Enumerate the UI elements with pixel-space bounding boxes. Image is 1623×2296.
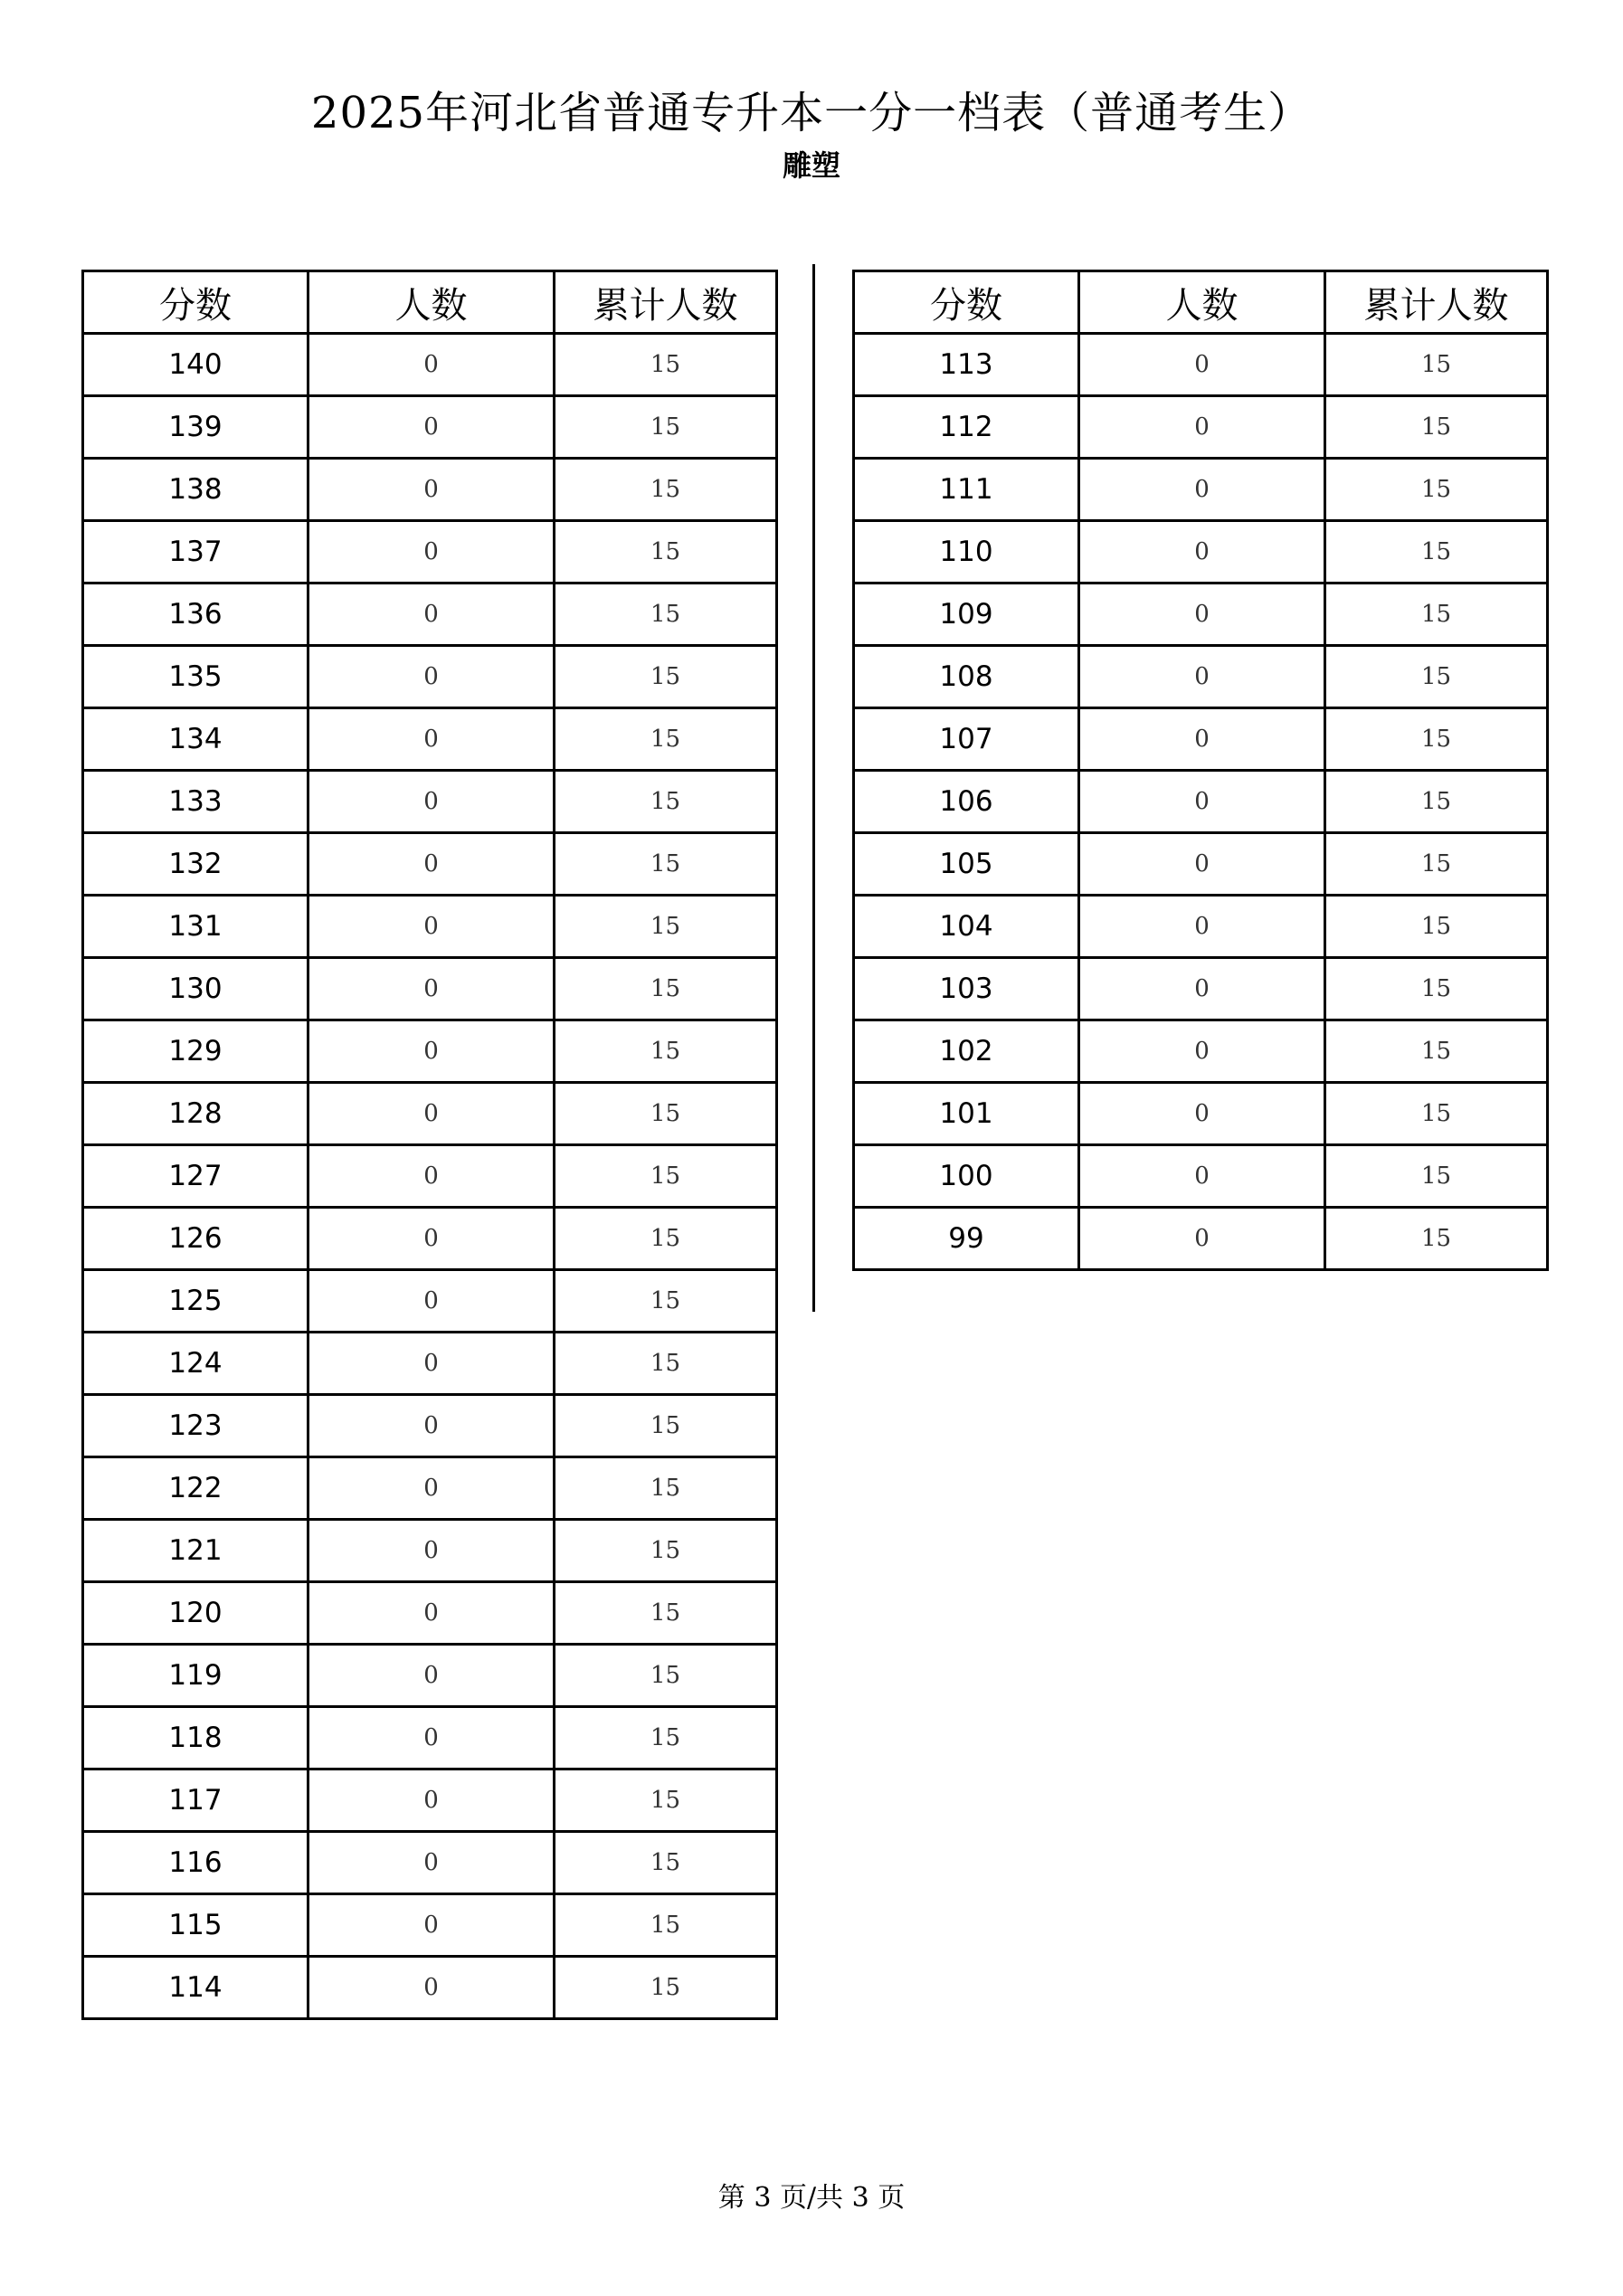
cumulative-cell: 15 xyxy=(1325,708,1548,771)
count-cell: 0 xyxy=(308,1395,555,1457)
header-score: 分数 xyxy=(854,271,1079,334)
count-cell: 0 xyxy=(308,896,555,958)
table-row xyxy=(83,646,777,708)
count-cell: 0 xyxy=(1079,646,1325,708)
score-cell: 100 xyxy=(854,1145,1079,1208)
count-cell: 0 xyxy=(308,1020,555,1083)
score-cell: 117 xyxy=(83,1769,308,1832)
table-row xyxy=(83,1020,777,1083)
cumulative-cell: 15 xyxy=(555,1457,777,1520)
count-cell: 0 xyxy=(308,833,555,896)
count-cell: 0 xyxy=(308,1582,555,1645)
count-cell: 0 xyxy=(1079,896,1325,958)
cumulative-cell: 15 xyxy=(555,833,777,896)
count-cell: 0 xyxy=(308,396,555,459)
score-cell: 126 xyxy=(83,1208,308,1270)
count-cell: 0 xyxy=(1079,1020,1325,1083)
score-cell: 139 xyxy=(83,396,308,459)
table-row xyxy=(83,1582,777,1645)
count-cell: 0 xyxy=(308,1083,555,1145)
cumulative-cell: 15 xyxy=(555,958,777,1020)
cumulative-cell: 15 xyxy=(555,1769,777,1832)
count-cell: 0 xyxy=(308,1457,555,1520)
count-cell: 0 xyxy=(1079,459,1325,521)
cumulative-cell: 15 xyxy=(555,334,777,396)
score-cell: 99 xyxy=(854,1208,1079,1270)
table-row xyxy=(83,459,777,521)
table-row xyxy=(854,1208,1548,1270)
cumulative-cell: 15 xyxy=(555,1582,777,1645)
score-cell: 137 xyxy=(83,521,308,583)
table-header-row xyxy=(854,271,1548,334)
header-score: 分数 xyxy=(83,271,308,334)
table-row xyxy=(83,1520,777,1582)
header-cumulative: 累计人数 xyxy=(1325,271,1548,334)
cumulative-cell: 15 xyxy=(555,521,777,583)
table-row xyxy=(854,396,1548,459)
table-row xyxy=(83,958,777,1020)
cumulative-cell: 15 xyxy=(555,1145,777,1208)
score-cell: 131 xyxy=(83,896,308,958)
score-cell: 136 xyxy=(83,583,308,646)
table-row xyxy=(83,1894,777,1957)
cumulative-cell: 15 xyxy=(555,1083,777,1145)
score-cell: 118 xyxy=(83,1707,308,1769)
score-cell: 115 xyxy=(83,1894,308,1957)
score-cell: 121 xyxy=(83,1520,308,1582)
count-cell: 0 xyxy=(1079,396,1325,459)
score-cell: 132 xyxy=(83,833,308,896)
score-table-left xyxy=(81,270,778,2020)
score-cell: 103 xyxy=(854,958,1079,1020)
cumulative-cell: 15 xyxy=(555,1208,777,1270)
cumulative-cell: 15 xyxy=(1325,1145,1548,1208)
table-row xyxy=(83,334,777,396)
table-row xyxy=(83,1832,777,1894)
table-row xyxy=(83,521,777,583)
cumulative-cell: 15 xyxy=(555,896,777,958)
cumulative-cell: 15 xyxy=(1325,521,1548,583)
score-cell: 102 xyxy=(854,1020,1079,1083)
score-cell: 135 xyxy=(83,646,308,708)
score-cell: 124 xyxy=(83,1333,308,1395)
table-row xyxy=(854,958,1548,1020)
count-cell: 0 xyxy=(308,646,555,708)
score-cell: 138 xyxy=(83,459,308,521)
cumulative-cell: 15 xyxy=(555,771,777,833)
cumulative-cell: 15 xyxy=(555,583,777,646)
table-row xyxy=(854,833,1548,896)
count-cell: 0 xyxy=(1079,958,1325,1020)
cumulative-cell: 15 xyxy=(555,1020,777,1083)
score-cell: 127 xyxy=(83,1145,308,1208)
score-cell: 134 xyxy=(83,708,308,771)
table-row xyxy=(854,646,1548,708)
count-cell: 0 xyxy=(1079,521,1325,583)
table-row xyxy=(83,833,777,896)
count-cell: 0 xyxy=(308,1645,555,1707)
count-cell: 0 xyxy=(308,958,555,1020)
table-row xyxy=(83,1707,777,1769)
table-row xyxy=(854,896,1548,958)
count-cell: 0 xyxy=(308,1832,555,1894)
cumulative-cell: 15 xyxy=(555,1270,777,1333)
cumulative-cell: 15 xyxy=(555,1894,777,1957)
table-row xyxy=(854,459,1548,521)
cumulative-cell: 15 xyxy=(555,1520,777,1582)
count-cell: 0 xyxy=(1079,833,1325,896)
table-row xyxy=(854,1083,1548,1145)
score-cell: 108 xyxy=(854,646,1079,708)
score-cell: 128 xyxy=(83,1083,308,1145)
header-count: 人数 xyxy=(308,271,555,334)
cumulative-cell: 15 xyxy=(1325,646,1548,708)
score-cell: 120 xyxy=(83,1582,308,1645)
score-cell: 101 xyxy=(854,1083,1079,1145)
score-cell: 116 xyxy=(83,1832,308,1894)
cumulative-cell: 15 xyxy=(1325,1020,1548,1083)
table-row xyxy=(83,396,777,459)
page-title: 2025年河北省普通专升本一分一档表（普通考生） xyxy=(310,88,1313,138)
table-row xyxy=(854,583,1548,646)
score-cell: 122 xyxy=(83,1457,308,1520)
table-row xyxy=(83,1457,777,1520)
score-cell: 113 xyxy=(854,334,1079,396)
cumulative-cell: 15 xyxy=(555,1395,777,1457)
cumulative-cell: 15 xyxy=(1325,1208,1548,1270)
cumulative-cell: 15 xyxy=(555,646,777,708)
score-cell: 123 xyxy=(83,1395,308,1457)
table-row xyxy=(83,771,777,833)
score-cell: 110 xyxy=(854,521,1079,583)
table-row xyxy=(83,1769,777,1832)
count-cell: 0 xyxy=(308,1270,555,1333)
cumulative-cell: 15 xyxy=(555,1645,777,1707)
cumulative-cell: 15 xyxy=(1325,583,1548,646)
header-count: 人数 xyxy=(1079,271,1325,334)
count-cell: 0 xyxy=(308,1333,555,1395)
table-header-row xyxy=(83,271,777,334)
table-row xyxy=(83,1083,777,1145)
score-cell: 125 xyxy=(83,1270,308,1333)
count-cell: 0 xyxy=(308,1145,555,1208)
column-divider xyxy=(812,264,815,1312)
score-cell: 114 xyxy=(83,1957,308,2019)
table-row xyxy=(854,1145,1548,1208)
cumulative-cell: 15 xyxy=(555,1333,777,1395)
count-cell: 0 xyxy=(308,708,555,771)
count-cell: 0 xyxy=(308,1520,555,1582)
table-row xyxy=(83,1395,777,1457)
cumulative-cell: 15 xyxy=(555,396,777,459)
cumulative-cell: 15 xyxy=(1325,334,1548,396)
count-cell: 0 xyxy=(308,1769,555,1832)
count-cell: 0 xyxy=(308,771,555,833)
score-cell: 133 xyxy=(83,771,308,833)
score-cell: 104 xyxy=(854,896,1079,958)
count-cell: 0 xyxy=(308,1707,555,1769)
count-cell: 0 xyxy=(308,583,555,646)
page-footer: 第 3 页/共 3 页 xyxy=(717,2182,906,2214)
count-cell: 0 xyxy=(308,1894,555,1957)
page-subtitle: 雕塑 xyxy=(782,148,840,183)
cumulative-cell: 15 xyxy=(1325,459,1548,521)
cumulative-cell: 15 xyxy=(555,1832,777,1894)
cumulative-cell: 15 xyxy=(1325,396,1548,459)
table-row xyxy=(854,771,1548,833)
table-row xyxy=(83,708,777,771)
table-row xyxy=(854,521,1548,583)
score-table-right xyxy=(852,270,1549,1271)
score-cell: 111 xyxy=(854,459,1079,521)
table-row xyxy=(83,1645,777,1707)
cumulative-cell: 15 xyxy=(555,1957,777,2019)
cumulative-cell: 15 xyxy=(1325,896,1548,958)
score-cell: 129 xyxy=(83,1020,308,1083)
cumulative-cell: 15 xyxy=(1325,833,1548,896)
header-cumulative: 累计人数 xyxy=(555,271,777,334)
count-cell: 0 xyxy=(308,334,555,396)
count-cell: 0 xyxy=(308,459,555,521)
table-row xyxy=(83,1957,777,2019)
table-row xyxy=(83,896,777,958)
count-cell: 0 xyxy=(308,521,555,583)
count-cell: 0 xyxy=(1079,1083,1325,1145)
count-cell: 0 xyxy=(1079,708,1325,771)
table-row xyxy=(83,1333,777,1395)
table-row xyxy=(83,583,777,646)
cumulative-cell: 15 xyxy=(1325,958,1548,1020)
cumulative-cell: 15 xyxy=(555,459,777,521)
count-cell: 0 xyxy=(1079,334,1325,396)
cumulative-cell: 15 xyxy=(1325,1083,1548,1145)
table-row xyxy=(854,1020,1548,1083)
score-cell: 119 xyxy=(83,1645,308,1707)
score-cell: 112 xyxy=(854,396,1079,459)
table-row xyxy=(854,708,1548,771)
table-row xyxy=(83,1145,777,1208)
count-cell: 0 xyxy=(1079,771,1325,833)
table-row xyxy=(854,334,1548,396)
score-cell: 107 xyxy=(854,708,1079,771)
score-cell: 140 xyxy=(83,334,308,396)
count-cell: 0 xyxy=(1079,1208,1325,1270)
score-cell: 106 xyxy=(854,771,1079,833)
table-row xyxy=(83,1270,777,1333)
count-cell: 0 xyxy=(1079,583,1325,646)
table-row xyxy=(83,1208,777,1270)
count-cell: 0 xyxy=(308,1208,555,1270)
cumulative-cell: 15 xyxy=(555,1707,777,1769)
count-cell: 0 xyxy=(308,1957,555,2019)
cumulative-cell: 15 xyxy=(555,708,777,771)
cumulative-cell: 15 xyxy=(1325,771,1548,833)
count-cell: 0 xyxy=(1079,1145,1325,1208)
score-cell: 130 xyxy=(83,958,308,1020)
score-cell: 105 xyxy=(854,833,1079,896)
score-cell: 109 xyxy=(854,583,1079,646)
